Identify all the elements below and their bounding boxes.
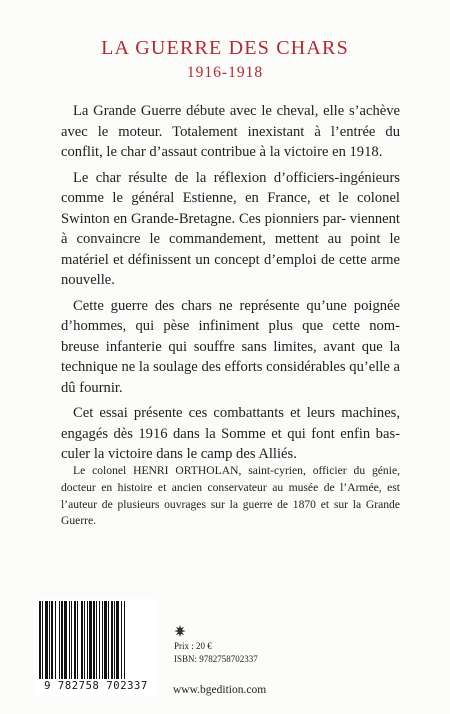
isbn: ISBN: 9782758702337 [174,654,258,664]
blurb-line: breuse infanterie qui souffre sans limites, avant que la [61,338,400,355]
author-note [61,463,400,530]
blurb-line: conflit, le char d’assaut contribue à la victoire en 1918. [61,144,383,160]
blurb-line: Swinton en Grande-Bretagne. Ces pionniers par- [61,210,350,227]
blurb-paragraph-2 [61,168,400,291]
author-line: Le colonel HENRI ORTHOLAN, saint-cyrien, officier du génie, docteur [61,464,400,494]
blurb-line: viennent à convaincre le commandement, mettent au [61,210,400,247]
blurb-paragraph-1 [61,101,400,163]
price: Prix : 20 € [174,641,212,651]
blurb [61,101,400,470]
blurb-line: a dû fournir. [61,359,400,396]
blurb-line: engagés dès 1916 dans la Somme et qui font enfin bas- [61,425,400,442]
blurb-line: Le char résulte de la réflexion d’officiers-ingénieurs [73,169,400,186]
blurb-line: point le matériel et définissent un concept d’emploi de [61,231,400,268]
author-line: en histoire et ancien conservateur au musée de l’Armée, est l’auteur de [61,480,400,511]
blurb-line: technique ne la soulage des efforts considérables qu’elle [61,359,394,375]
publisher-emblem-icon [173,624,187,638]
blurb-line: La Grande Guerre débute avec le cheval, elle s’achève [73,103,400,119]
blurb-line: Cette guerre des chars ne représente qu’une poignée [73,297,400,314]
author-line: plusieurs ouvrages sur la guerre de 1870 et sur la Grande Guerre. [61,497,400,528]
blurb-line: Cet essai présente ces combattants et leurs machines, [73,405,400,421]
barcode [33,599,159,696]
publisher-website: www.bgedition.com [173,684,267,696]
blurb-line: cette arme nouvelle. [61,251,400,288]
blurb-line: avec le moteur. Totalement inexistant à l’entrée du [61,123,400,140]
blurb-paragraph-4 [61,403,400,465]
barcode-bars-icon [39,601,153,681]
blurb-line: comme le général Estienne, en France, et le colonel [61,190,400,206]
barcode-digits: 9 782758 702337 [44,680,148,692]
title: LA GUERRE DES CHARS [101,37,349,59]
price-isbn-block [174,640,258,666]
years: 1916-1918 [186,64,264,81]
author-paragraph [61,463,400,530]
blurb-line: culer la victoire dans le camp des Alliés. [61,446,297,462]
blurb-line: d’hommes, qui pèse infiniment plus que cette nom- [61,318,400,334]
blurb-paragraph-3 [61,296,400,399]
